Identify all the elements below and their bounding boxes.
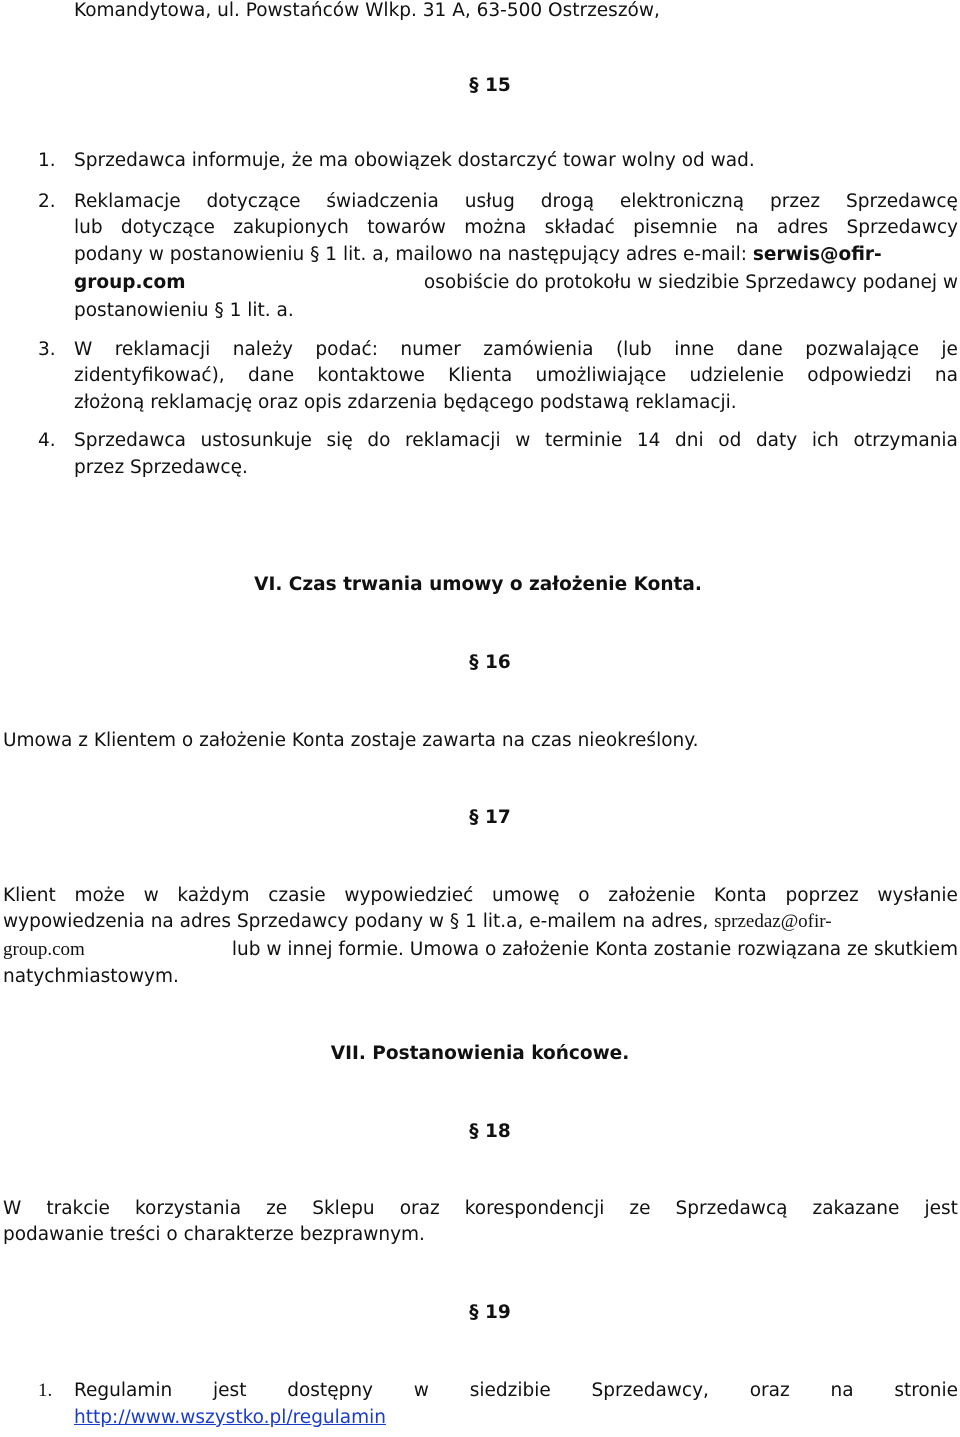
paragraph-19-heading: § 19 <box>469 1302 511 1323</box>
word: pisemnie <box>633 217 718 238</box>
list-item-number: 1. <box>38 1380 53 1401</box>
word: (lub <box>615 339 652 360</box>
paragraph-16-heading: § 16 <box>469 652 511 673</box>
email-sprzedaz: sprzedaz@ofir- <box>714 911 832 932</box>
list-item-text <box>74 337 958 363</box>
list-item-text: Sprzedawca informuje, że ma obowiązek dostarczyć towar wolny od wad. <box>74 150 755 171</box>
word: Sprzedawcę <box>845 191 958 212</box>
word: świadczenia <box>326 191 439 212</box>
paragraph-17-text <box>3 883 958 909</box>
header-address-line: Komandytowa, ul. Powstańców Wlkp. 31 A, 63-500 Ostrzeszów, <box>74 0 660 21</box>
word: jest <box>924 1198 958 1219</box>
paragraph-18-text <box>3 1196 958 1222</box>
word: zidentyfikować), <box>74 365 225 386</box>
word: kontaktowe <box>317 365 425 386</box>
list-item-text <box>74 270 958 296</box>
word: pozwalające <box>805 339 919 360</box>
word: dane <box>247 365 295 386</box>
email-sprzedaz-domain: group.com <box>3 939 85 960</box>
word: czasie <box>268 885 326 906</box>
word: składać <box>544 217 615 238</box>
word: w <box>143 885 159 906</box>
word: umowę <box>491 885 560 906</box>
word: dostępny <box>287 1380 373 1401</box>
word: terminie <box>544 430 623 451</box>
paragraph-18-text: podawanie treści o charakterze bezprawnym. <box>3 1224 425 1245</box>
word: w <box>515 430 531 451</box>
word: odpowiedzi <box>807 365 912 386</box>
text-line: wypowiedzenia na adres Sprzedawcy podany w § 1 lit.a, e-mailem na adres, <box>3 911 709 932</box>
word: oraz <box>749 1380 790 1401</box>
word: do <box>367 430 391 451</box>
word: korzystania <box>134 1198 242 1219</box>
list-item-text <box>74 215 958 241</box>
word: umożliwiające <box>535 365 667 386</box>
word: poprzez <box>785 885 859 906</box>
word: reklamacji <box>405 430 501 451</box>
word: Reklamacje <box>74 191 181 212</box>
word: na <box>735 217 759 238</box>
word: w <box>413 1380 429 1401</box>
paragraph-16-text: Umowa z Klientem o założenie Konta zostaje zawarta na czas nieokreślony. <box>3 730 699 751</box>
word: Sklepu <box>312 1198 375 1219</box>
word: stronie <box>894 1380 958 1401</box>
word: należy <box>232 339 293 360</box>
word: siedzibie <box>469 1380 551 1401</box>
list-item-text <box>74 189 958 215</box>
section-vii-title: VII. Postanowienia końcowe. <box>330 1043 630 1064</box>
word: reklamacji <box>114 339 211 360</box>
word: podać: <box>315 339 378 360</box>
word: otrzymania <box>853 430 958 451</box>
word: wypowiedzieć <box>344 885 474 906</box>
word: Sprzedawcy, <box>591 1380 709 1401</box>
word: usług <box>464 191 515 212</box>
word: Regulamin <box>74 1380 173 1401</box>
word: zamówienia <box>483 339 594 360</box>
word: Konta <box>713 885 767 906</box>
word: ustosunkuje <box>200 430 312 451</box>
word: Klienta <box>448 365 513 386</box>
list-item-number: 2. <box>38 191 56 212</box>
word: trakcie <box>46 1198 110 1219</box>
list-item-number: 1. <box>38 150 56 171</box>
email-serwis: serwis@ofir- <box>752 244 882 265</box>
word: ich <box>811 430 839 451</box>
word: od <box>718 430 742 451</box>
word: adres <box>776 217 829 238</box>
word: daty <box>755 430 798 451</box>
list-item-text <box>74 363 958 389</box>
word: inne <box>674 339 715 360</box>
word: oraz <box>399 1198 440 1219</box>
paragraph-17-text: natychmiastowym. <box>3 966 179 987</box>
word: na <box>934 365 958 386</box>
list-item-text <box>74 428 958 454</box>
word: ze <box>266 1198 288 1219</box>
word: zakupionych <box>233 217 349 238</box>
word: dotyczące <box>206 191 301 212</box>
list-item-text: postanowieniu § 1 lit. a. <box>74 300 294 321</box>
word: można <box>464 217 527 238</box>
word: korespondencji <box>464 1198 605 1219</box>
word: lub <box>74 217 103 238</box>
word: W <box>3 1198 22 1219</box>
word: wysłanie <box>877 885 958 906</box>
list-item-text <box>74 242 882 268</box>
word: Sprzedawcą <box>675 1198 788 1219</box>
list-item-text: złożoną reklamację oraz opis zdarzenia będącego podstawą reklamacji. <box>74 392 737 413</box>
text-line: lub w innej formie. Umowa o założenie Konta zostanie rozwiązana ze skutkiem <box>231 939 958 960</box>
text-line: osobiście do protokołu w siedzibie Sprzedawcy podanej w <box>423 272 958 293</box>
word: jest <box>213 1380 247 1401</box>
word: Klient <box>3 885 56 906</box>
paragraph-17-text <box>3 937 958 963</box>
word: dotyczące <box>120 217 215 238</box>
word: dni <box>675 430 704 451</box>
word: zakazane <box>812 1198 900 1219</box>
word: o <box>578 885 590 906</box>
word: 14 <box>636 430 661 451</box>
paragraph-17-text <box>3 909 832 935</box>
word: elektroniczną <box>619 191 745 212</box>
list-item-text <box>74 1378 958 1404</box>
text-line: podany w postanowieniu § 1 lit. a, mailowo na następujący adres e-mail: <box>74 244 747 265</box>
list-item-number: 3. <box>38 339 56 360</box>
paragraph-18-heading: § 18 <box>469 1121 511 1142</box>
regulamin-link[interactable]: http://www.wszystko.pl/regulamin <box>74 1407 387 1428</box>
word: towarów <box>367 217 446 238</box>
word: drogą <box>540 191 595 212</box>
email-serwis-domain: group.com <box>74 272 186 293</box>
word: Sprzedawca <box>74 430 186 451</box>
word: Sprzedawcy <box>846 217 958 238</box>
word: każdym <box>177 885 250 906</box>
word: może <box>74 885 125 906</box>
word: numer <box>400 339 461 360</box>
word: je <box>941 339 958 360</box>
word: przez <box>769 191 821 212</box>
section-vi-title: VI. Czas trwania umowy o założenie Konta. <box>254 574 702 595</box>
paragraph-17-heading: § 17 <box>469 807 511 828</box>
paragraph-15-heading: § 15 <box>469 75 511 96</box>
word: się <box>326 430 353 451</box>
word: ze <box>629 1198 651 1219</box>
word: udzielenie <box>689 365 784 386</box>
list-item-number: 4. <box>38 430 56 451</box>
word: W <box>74 339 93 360</box>
word: na <box>830 1380 854 1401</box>
list-item-text: przez Sprzedawcę. <box>74 457 248 478</box>
word: założenie <box>608 885 696 906</box>
word: dane <box>736 339 783 360</box>
